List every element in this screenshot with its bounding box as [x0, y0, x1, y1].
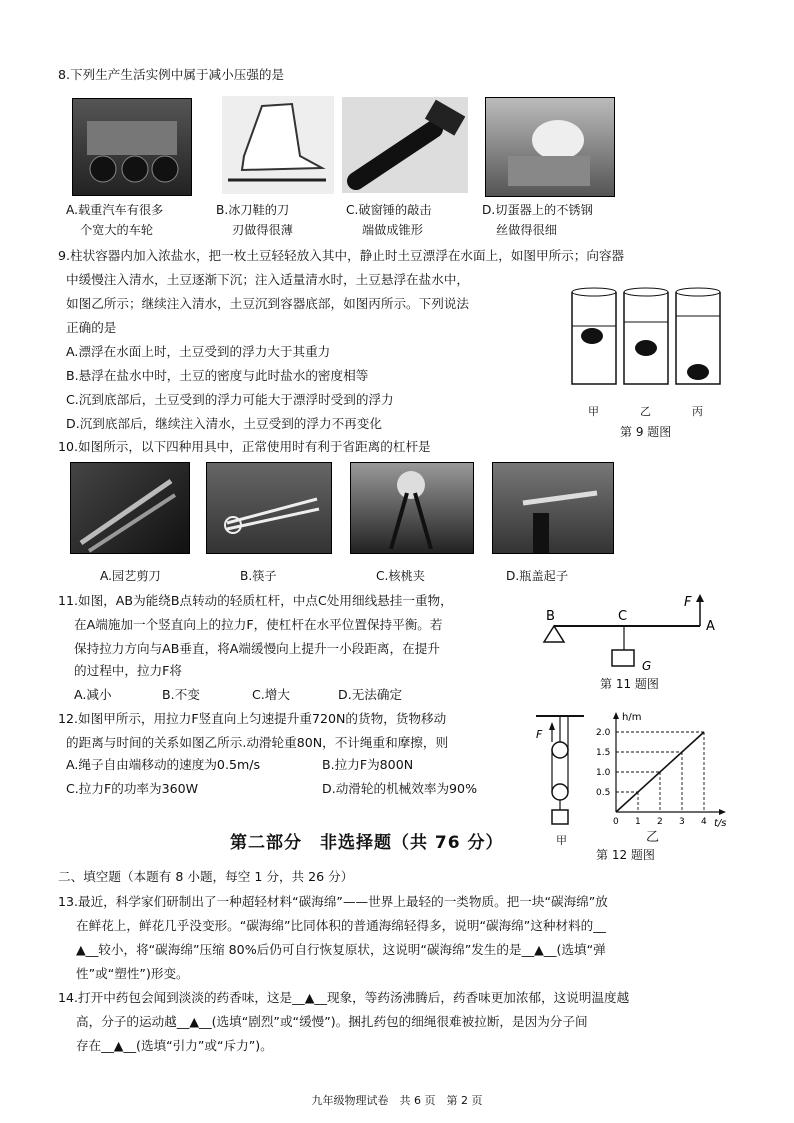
q9-option-a: A.漂浮在水面上时，土豆受到的浮力大于其重力: [66, 344, 331, 359]
chart-ytick-3: 2.0: [596, 728, 611, 738]
q12-line-1: 12.如图甲所示，用拉力F竖直向上匀速提升重720N的货物，货物移动: [58, 711, 447, 726]
q11-option-c: C.增大: [252, 687, 290, 702]
chart-ytick-1: 1.0: [596, 768, 611, 778]
container-yi: [624, 288, 668, 384]
chart-xtick-4: 4: [701, 817, 707, 827]
q11-line-3: 保持拉力方向与AB垂直，将A端缓慢向上提升一小段距离，在提升: [74, 641, 440, 656]
q14-line-3: 存在__▲__(选填“引力”或“斥力”)。: [76, 1038, 273, 1053]
q14-line-1: 14.打开中药包会闻到淡淡的药香味，这是__▲__现象，等药汤沸腾后，药香味更加浓郁，这说明温度越: [58, 990, 630, 1005]
q8-option-b-l1: B.冰刀鞋的刀: [216, 203, 290, 217]
chart-x-arrow: [719, 809, 726, 815]
q12-caption: 第 12 题图: [596, 848, 655, 862]
container-bing: [676, 288, 720, 384]
q9-label-bing: 丙: [692, 405, 703, 418]
q8-option-d-l1: D.切蛋器上的不锈钢: [482, 203, 593, 217]
q12-label-yi: 乙: [646, 830, 660, 845]
q8-photo-egg-cutter: [485, 97, 615, 197]
q10-option-a: A.园艺剪刀: [100, 569, 161, 583]
q10-stem: 10.如图所示，以下四种用具中，正常使用时有利于省距离的杠杆是: [58, 439, 431, 454]
page-footer: 九年级物理试卷 共 6 页 第 2 页: [311, 1094, 483, 1107]
q8-stem: 8.下列生产生活实例中属于减小压强的是: [58, 67, 285, 82]
part2-title: 第二部分 非选择题（共 76 分）: [230, 833, 504, 853]
q11-label-f: F: [684, 595, 692, 610]
q9-label-yi: 乙: [640, 405, 651, 418]
q11-line-2: 在A端施加一个竖直向上的拉力F，使杠杆在水平位置保持平衡。若: [74, 617, 443, 632]
q8-photo-truck: [72, 98, 192, 196]
chart-ylabel: h/m: [622, 712, 642, 723]
q8-option-d-l2: 丝做得很细: [496, 223, 557, 237]
q8-photo-skate: [222, 96, 334, 194]
q9-line-2: 中缓慢注入清水，土豆逐渐下沉；注入适量清水时，土豆悬浮在盐水中，: [66, 272, 469, 287]
chart-xlabel: t/s: [714, 818, 727, 828]
chart-xtick-1: 1: [635, 817, 641, 827]
q12-figure-pulley: [532, 712, 588, 830]
q12-line-2: 的距离与时间的关系如图乙所示.动滑轮重80N，不计绳重和摩擦，则: [66, 735, 449, 750]
q10-option-d: D.瓶盖起子: [506, 569, 569, 583]
q12-option-c: C.拉力F的功率为360W: [66, 781, 199, 796]
q9-option-d: D.沉到底部后，继续注入清水，土豆受到的浮力不再变化: [66, 416, 382, 431]
q8-option-c-l1: C.破窗锤的敲击: [346, 203, 432, 217]
q8-option-a-l2: 个宽大的车轮: [80, 223, 154, 237]
chart-xtick-2: 2: [657, 817, 663, 827]
q9-option-b: B.悬浮在盐水中时，土豆的密度与此时盐水的密度相等: [66, 368, 369, 383]
q11-option-a: A.减小: [74, 687, 112, 702]
chart-ytick-2: 1.5: [596, 748, 611, 758]
q11-figure-lever: [538, 590, 728, 678]
q12-label-f: F: [536, 728, 543, 741]
q12-label-jia: 甲: [556, 834, 567, 847]
q12-option-a: A.绳子自由端移动的速度为0.5m/s: [66, 757, 261, 772]
q11-option-d: D.无法确定: [338, 687, 403, 702]
q11-caption: 第 11 题图: [600, 677, 659, 691]
q12-chart: [594, 710, 734, 828]
q9-label-jia: 甲: [588, 405, 599, 418]
q11-label-a: A: [706, 619, 715, 634]
q11-label-g: G: [642, 659, 652, 673]
q10-option-b: B.筷子: [240, 569, 277, 583]
q12-option-b: B.拉力F为800N: [322, 757, 414, 772]
container-jia: [572, 288, 616, 384]
q10-photo-chopsticks: [206, 462, 332, 554]
q13-line-3: ▲__较小，将“碳海绵”压缩 80%后仍可自行恢复原状，这说明“碳海绵”发生的是__▲__(选填“弹: [76, 942, 606, 957]
q13-line-2: 在鲜花上，鲜花几乎没变形。“碳海绵”比同体积的普通海绵轻得多，说明“碳海绵”这种材料的__: [76, 918, 606, 933]
chart-xtick-3: 3: [679, 817, 685, 827]
q11-line-4: 的过程中，拉力F将: [74, 663, 182, 678]
q10-option-c: C.核桃夹: [376, 569, 425, 583]
q11-label-b: B: [546, 609, 555, 624]
q9-line-4: 正确的是: [66, 320, 117, 335]
chart-ytick-0: 0.5: [596, 788, 611, 798]
q11-line-1: 11.如图，AB为能绕B点转动的轻质杠杆，中点C处用细线悬挂一重物，: [58, 593, 453, 608]
q14-line-2: 高，分子的运动越__▲__(选填“剧烈”或“缓慢”)。捆扎药包的细绳很难被拉断，是因为分子间: [76, 1014, 588, 1029]
q12-option-d: D.动滑轮的机械效率为90%: [322, 781, 478, 796]
q9-line-3: 如图乙所示；继续注入清水，土豆沉到容器底部，如图丙所示。下列说法: [66, 296, 469, 311]
q8-option-c-l2: 端做成锥形: [362, 223, 423, 237]
chart-xtick-0: 0: [613, 817, 619, 827]
q9-figure-containers: [566, 286, 736, 398]
q8-option-a-l1: A.载重汽车有很多: [66, 203, 164, 217]
section-fill-blank: 二、填空题（本题有 8 小题，每空 1 分，共 26 分）: [58, 869, 354, 884]
q8-photo-hammer: [342, 97, 468, 193]
chart-y-arrow: [613, 712, 619, 719]
q11-option-b: B.不变: [162, 687, 200, 702]
q9-line-1: 9.柱状容器内加入浓盐水，把一枚土豆轻轻放入其中，静止时土豆漂浮在水面上，如图甲所示；向容器: [58, 248, 625, 263]
q9-option-c: C.沉到底部后，土豆受到的浮力可能大于漂浮时受到的浮力: [66, 392, 394, 407]
q13-line-4: 性”或“塑性”)形变。: [76, 966, 189, 981]
q10-photo-bottle-opener: [492, 462, 614, 554]
q9-caption: 第 9 题图: [620, 425, 672, 439]
q8-option-b-l2: 刃做得很薄: [232, 223, 293, 237]
q11-label-c: C: [618, 609, 628, 624]
q13-line-1: 13.最近，科学家们研制出了一种超轻材料“碳海绵”——世界上最轻的一类物质。把一块“碳海绵”放: [58, 894, 608, 909]
q10-photo-shears: [70, 462, 190, 554]
q10-photo-nutcracker: [350, 462, 474, 554]
